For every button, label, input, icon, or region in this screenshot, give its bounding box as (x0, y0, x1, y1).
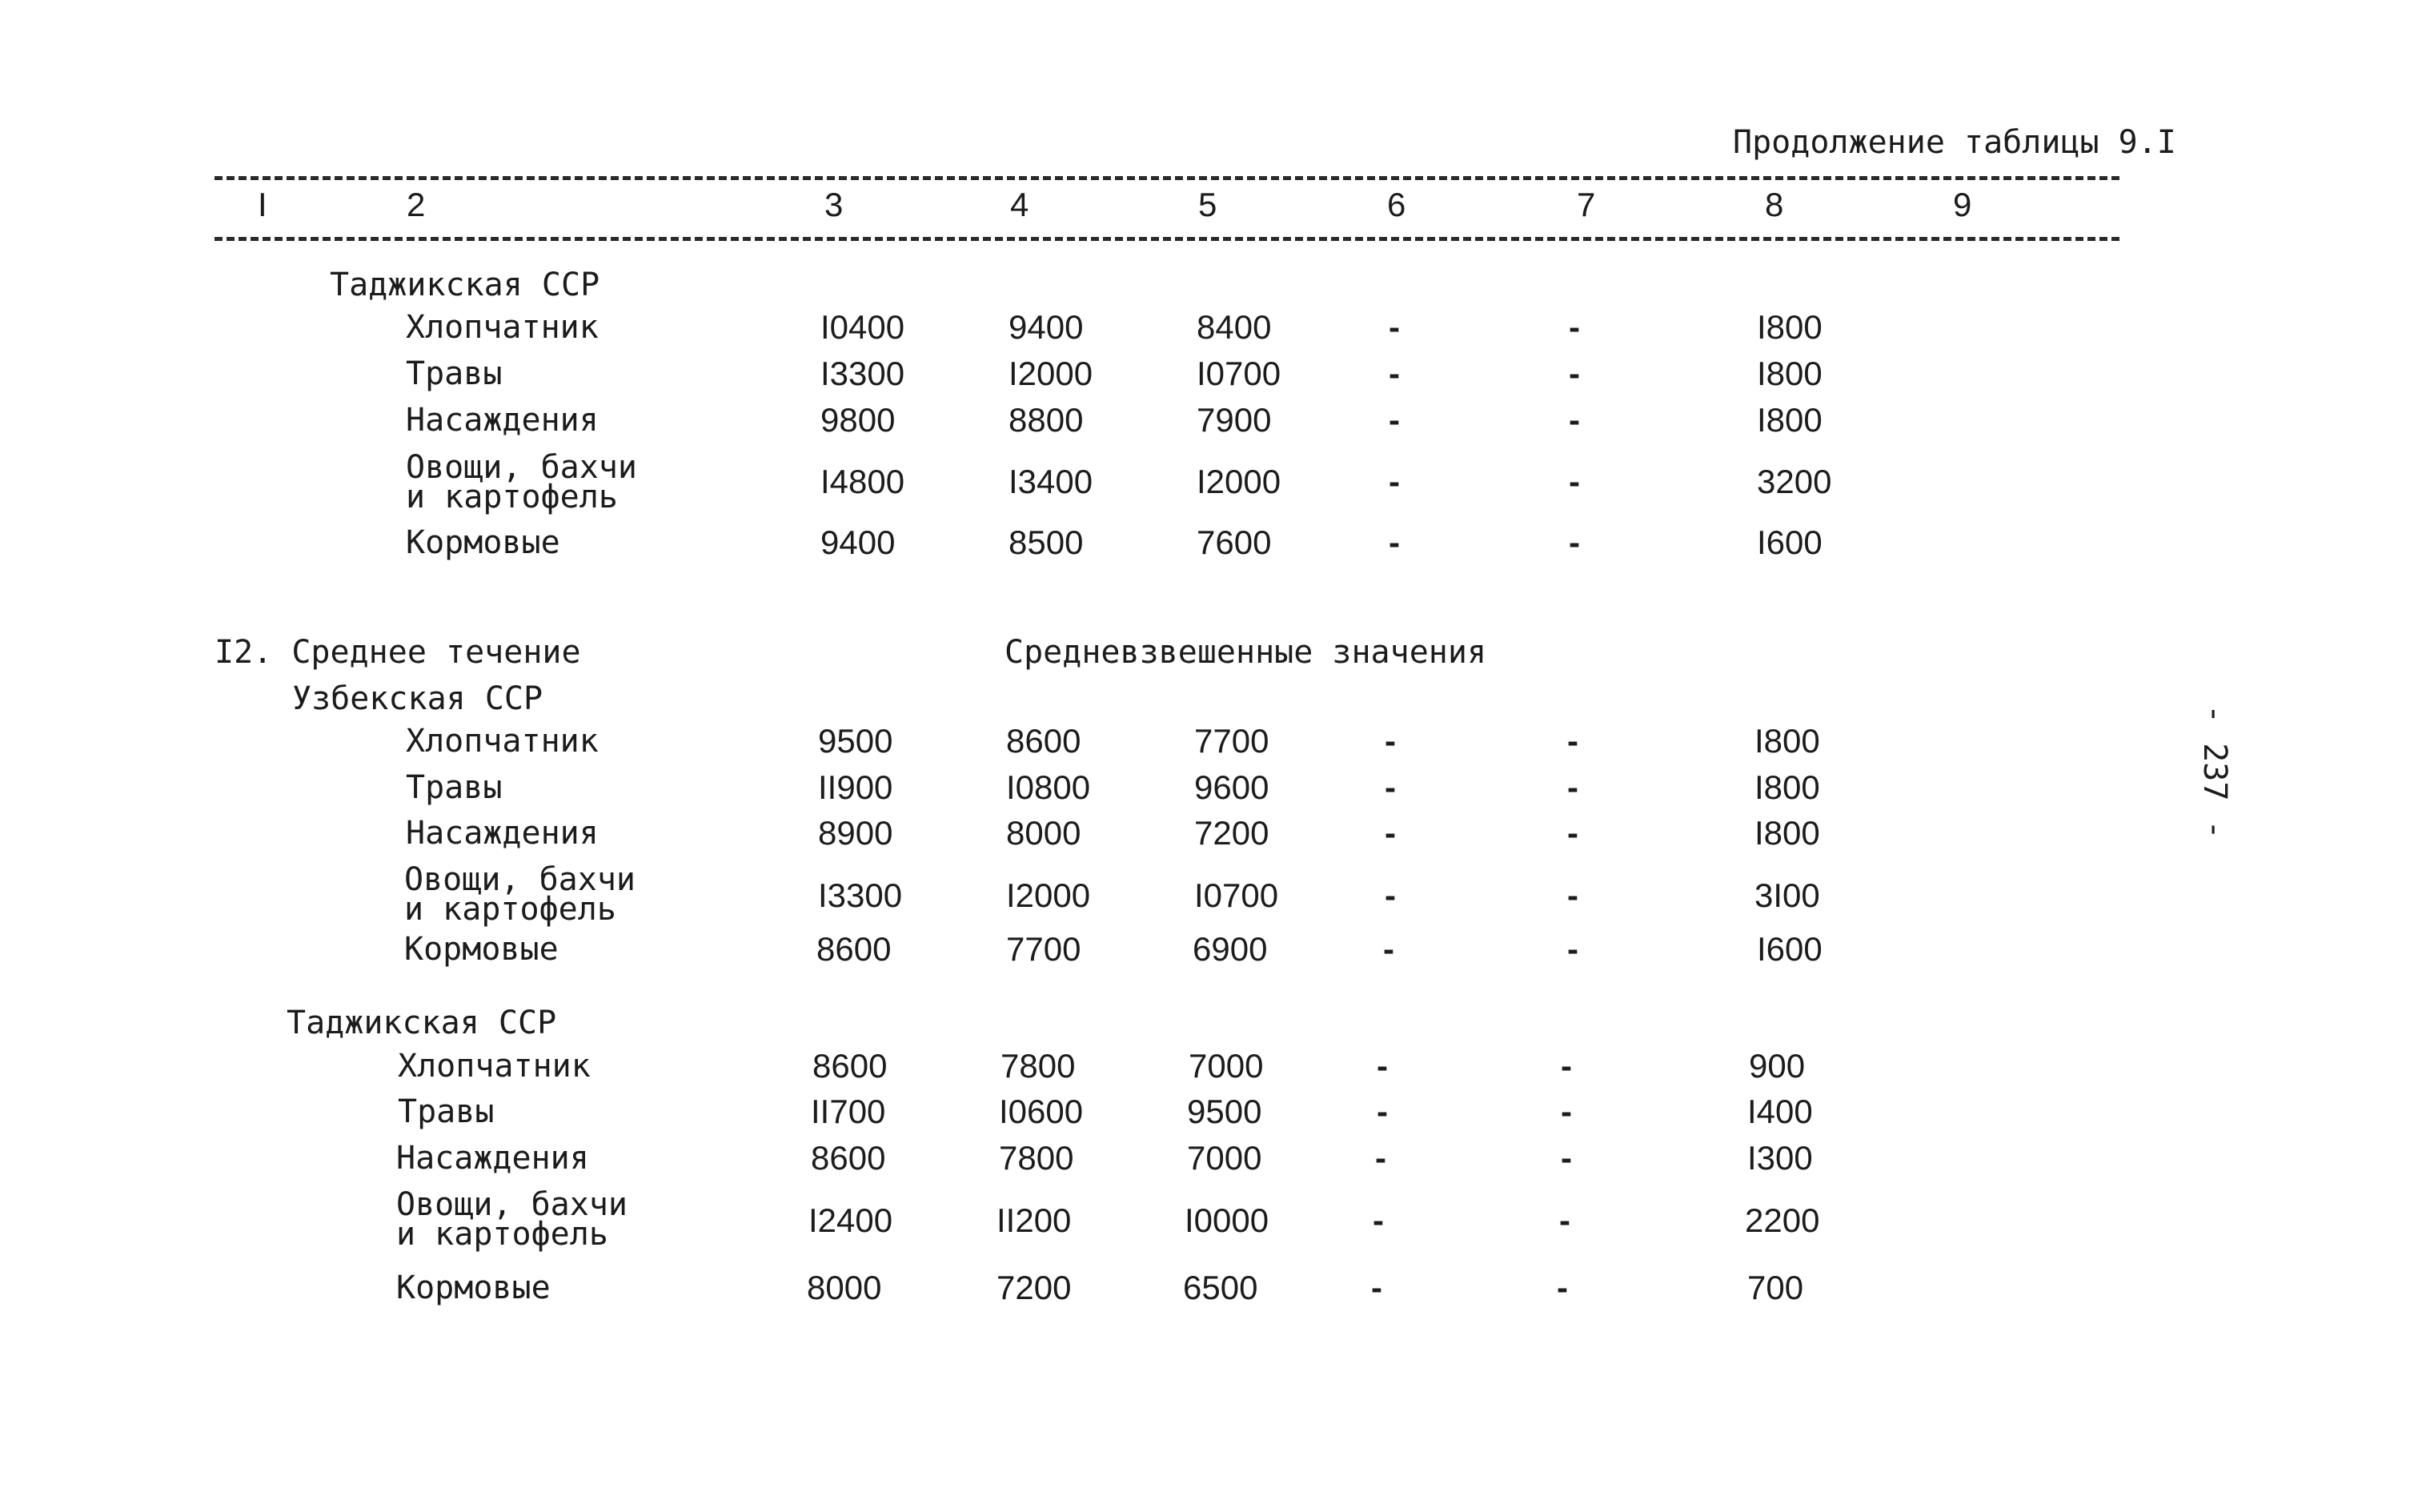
value-col-7: - (1569, 308, 1580, 346)
value-col-7: - (1557, 1269, 1568, 1306)
value-col-4: I0800 (1006, 768, 1091, 806)
value-col-5: 7900 (1197, 401, 1272, 439)
section-heading: I2. Среднее течение (215, 634, 581, 671)
crop-label: Насаждения (396, 1140, 589, 1177)
crop-label: Насаждения (406, 815, 599, 852)
value-col-6: - (1385, 722, 1396, 760)
crop-label: Кормовые (404, 931, 559, 968)
section-note: Средневзвешенные значения (1005, 634, 1487, 671)
value-col-7: - (1561, 1047, 1572, 1085)
value-col-7: - (1567, 768, 1578, 806)
crop-label: Хлопчатник (406, 309, 599, 346)
value-col-4: 8000 (1006, 814, 1081, 852)
value-col-6: - (1389, 355, 1400, 392)
value-col-8: I600 (1757, 930, 1823, 968)
value-col-7: - (1567, 814, 1578, 852)
value-col-4: 7800 (1000, 1047, 1076, 1085)
value-col-5: 9500 (1187, 1093, 1262, 1130)
column-number: 4 (1010, 186, 1029, 223)
crop-label: Хлопчатник (398, 1048, 591, 1085)
value-col-8: I800 (1757, 355, 1823, 392)
value-col-6: - (1385, 768, 1396, 806)
value-col-3: I3300 (818, 876, 903, 914)
value-col-8: 900 (1749, 1047, 1806, 1085)
table-row (0, 401, 2410, 453)
value-col-6: - (1371, 1269, 1382, 1306)
value-col-6: - (1373, 1201, 1384, 1239)
value-col-7: - (1569, 523, 1580, 561)
region-heading: Таджикская ССР (287, 1005, 557, 1041)
value-col-6: - (1375, 1139, 1386, 1177)
value-col-3: 9400 (820, 523, 896, 561)
value-col-4: I3400 (1009, 463, 1093, 500)
column-number: I (258, 186, 267, 223)
value-col-7: - (1569, 401, 1580, 439)
value-col-8: 700 (1747, 1269, 1804, 1306)
value-col-5: 7000 (1189, 1047, 1264, 1085)
value-col-5: 7000 (1187, 1139, 1262, 1177)
header-top-rule (215, 176, 2119, 180)
crop-label-line-1: Овощи, бахчи (406, 449, 637, 486)
value-col-6: - (1377, 1047, 1388, 1085)
value-col-7: - (1567, 722, 1578, 760)
value-col-3: 9800 (820, 401, 896, 439)
table-row (0, 1139, 2410, 1191)
value-col-4: II200 (996, 1201, 1072, 1239)
value-col-3: I0400 (820, 308, 905, 346)
crop-label: Травы (406, 769, 503, 806)
crop-label-line-2: и картофель (406, 479, 618, 515)
value-col-6: - (1385, 814, 1396, 852)
value-col-3: I2400 (808, 1201, 893, 1239)
value-col-7: - (1561, 1093, 1572, 1130)
page-number: - 237 - (2196, 704, 2233, 840)
column-number: 2 (407, 186, 426, 223)
value-col-4: I2000 (1009, 355, 1093, 392)
table-row (0, 1093, 2410, 1145)
column-number: 3 (824, 186, 844, 223)
value-col-8: I600 (1757, 523, 1823, 561)
table-row (0, 355, 2410, 407)
table-row (0, 308, 2410, 360)
value-col-5: I0700 (1197, 355, 1281, 392)
value-col-3: 8600 (811, 1139, 886, 1177)
value-col-5: I2000 (1197, 463, 1281, 500)
value-col-8: I800 (1754, 722, 1820, 760)
table-row (0, 1269, 2410, 1321)
value-col-7: - (1561, 1139, 1572, 1177)
value-col-4: I0600 (999, 1093, 1084, 1130)
value-col-3: 8600 (812, 1047, 888, 1085)
column-number: 9 (1953, 186, 1972, 223)
value-col-8: I800 (1754, 768, 1820, 806)
table-row (0, 523, 2410, 576)
value-col-7: - (1559, 1201, 1570, 1239)
value-col-7: - (1569, 463, 1580, 500)
value-col-8: 2200 (1745, 1201, 1820, 1239)
table-row (0, 1047, 2410, 1099)
value-col-6: - (1389, 463, 1400, 500)
value-col-7: - (1569, 355, 1580, 392)
crop-label: Травы (398, 1093, 495, 1130)
value-col-4: 8800 (1009, 401, 1084, 439)
value-col-5: 7600 (1197, 523, 1272, 561)
value-col-5: 7700 (1194, 722, 1269, 760)
crop-label: Травы (406, 355, 503, 392)
value-col-4: 8500 (1009, 523, 1084, 561)
crop-label: Кормовые (406, 524, 560, 561)
column-number: 6 (1387, 186, 1406, 223)
value-col-6: - (1377, 1093, 1388, 1130)
crop-label: Кормовые (396, 1269, 551, 1306)
value-col-8: 3200 (1757, 463, 1832, 500)
value-col-6: - (1389, 523, 1400, 561)
value-col-5: 6500 (1183, 1269, 1258, 1306)
region-heading: Узбекская ССР (292, 680, 543, 717)
value-col-4: I2000 (1006, 876, 1091, 914)
region-heading: Таджикская ССР (330, 267, 600, 303)
value-col-4: 9400 (1009, 308, 1084, 346)
crop-label: Хлопчатник (406, 723, 599, 760)
value-col-3: 9500 (818, 722, 893, 760)
value-col-7: - (1567, 876, 1578, 914)
value-col-8: I800 (1757, 308, 1823, 346)
crop-label-line-1: Овощи, бахчи (404, 861, 636, 898)
value-col-5: I0700 (1194, 876, 1279, 914)
value-col-3: 8600 (816, 930, 892, 968)
value-col-3: 8000 (807, 1269, 882, 1306)
value-col-8: I400 (1747, 1093, 1813, 1130)
table-continuation-caption: Продолжение таблицы 9.I (1733, 124, 2176, 161)
value-col-3: II700 (811, 1093, 886, 1130)
value-col-8: I800 (1754, 814, 1820, 852)
value-col-8: I300 (1747, 1139, 1813, 1177)
column-number: 5 (1198, 186, 1217, 223)
value-col-6: - (1389, 308, 1400, 346)
value-col-4: 7700 (1006, 930, 1081, 968)
crop-label-line-2: и картофель (396, 1216, 608, 1253)
value-col-5: 7200 (1194, 814, 1269, 852)
value-col-5: 6900 (1193, 930, 1268, 968)
crop-label-line-2: и картофель (404, 891, 616, 928)
value-col-4: 7200 (996, 1269, 1072, 1306)
value-col-3: II900 (818, 768, 893, 806)
header-bottom-rule (215, 237, 2119, 241)
value-col-8: 3I00 (1754, 876, 1820, 914)
column-number: 7 (1577, 186, 1596, 223)
crop-label: Насаждения (406, 402, 599, 439)
table-row (0, 930, 2410, 982)
value-col-4: 7800 (999, 1139, 1074, 1177)
value-col-6: - (1389, 401, 1400, 439)
table-row (0, 768, 2410, 820)
value-col-5: 9600 (1194, 768, 1269, 806)
table-row (0, 449, 2410, 532)
value-col-8: I800 (1757, 401, 1823, 439)
value-col-6: - (1383, 930, 1394, 968)
table-row (0, 814, 2410, 866)
value-col-5: I0000 (1185, 1201, 1269, 1239)
crop-label-line-1: Овощи, бахчи (396, 1186, 628, 1223)
value-col-5: 8400 (1197, 308, 1272, 346)
table-row (0, 722, 2410, 774)
value-col-4: 8600 (1006, 722, 1081, 760)
column-number: 8 (1765, 186, 1784, 223)
value-col-3: I3300 (820, 355, 905, 392)
table-row (0, 1186, 2410, 1269)
value-col-7: - (1567, 930, 1578, 968)
value-col-6: - (1385, 876, 1396, 914)
value-col-3: I4800 (820, 463, 905, 500)
value-col-3: 8900 (818, 814, 893, 852)
